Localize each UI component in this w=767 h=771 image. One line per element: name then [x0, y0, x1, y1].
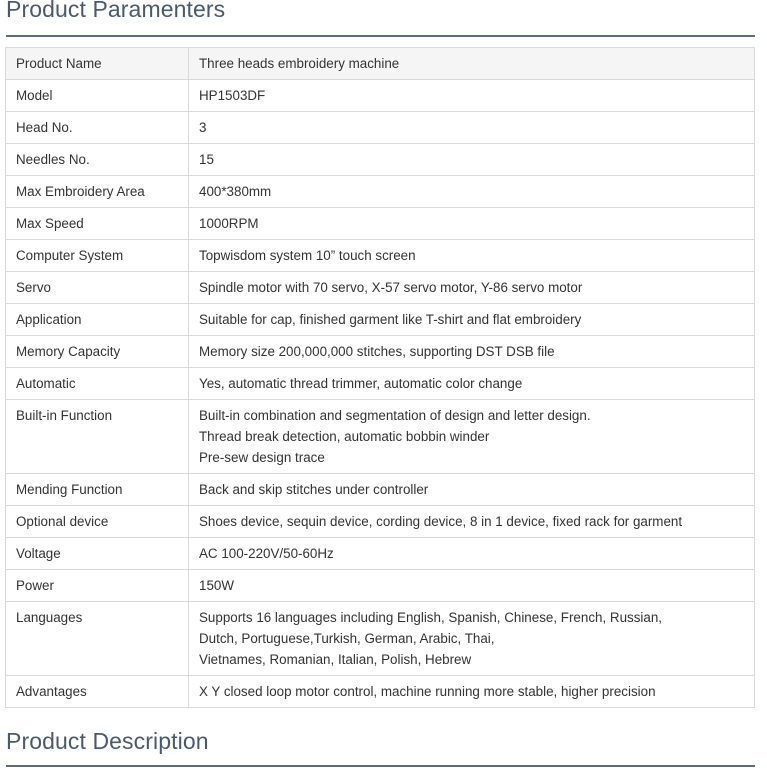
- parameter-value-line: 3: [199, 120, 207, 135]
- table-row: [6, 176, 755, 208]
- parameter-value-line: Shoes device, sequin device, cording device, 8 in 1 device, fixed rack for garment: [199, 514, 683, 529]
- parameters-table-body: [6, 48, 755, 708]
- parameter-value: [189, 80, 755, 112]
- table-row: [6, 506, 755, 538]
- parameter-value-line: AC 100-220V/50-60Hz: [199, 546, 334, 561]
- parameter-value-line: 400*380mm: [199, 184, 272, 199]
- table-row: [6, 538, 755, 570]
- table-row: [6, 80, 755, 112]
- parameter-label: Head No.: [6, 112, 189, 144]
- table-row: [6, 48, 755, 80]
- parameter-value: [189, 506, 755, 538]
- table-row: [6, 368, 755, 400]
- parameter-value: [189, 272, 755, 304]
- parameter-value: [189, 400, 755, 474]
- parameter-value-line: Topwisdom system 10” touch screen: [199, 248, 416, 263]
- table-row: [6, 336, 755, 368]
- table-row: [6, 240, 755, 272]
- parameter-value: [189, 112, 755, 144]
- parameter-label: Model: [6, 80, 189, 112]
- parameter-value-line: Thread break detection, automatic bobbin winder: [199, 429, 490, 444]
- table-row: [6, 208, 755, 240]
- table-row: [6, 272, 755, 304]
- parameter-value: [189, 240, 755, 272]
- parameter-label: Max Speed: [6, 208, 189, 240]
- parameter-value-line: Spindle motor with 70 servo, X-57 servo motor, Y-86 servo motor: [199, 280, 583, 295]
- parameter-value-line: Suitable for cap, finished garment like T-shirt and flat embroidery: [199, 312, 582, 327]
- parameter-value: [189, 304, 755, 336]
- parameter-value: [189, 176, 755, 208]
- parameter-value-line: Pre-sew design trace: [199, 450, 325, 465]
- parameter-value-line: Built-in combination and segmentation of design and letter design.: [199, 408, 591, 423]
- parameter-label: Computer System: [6, 240, 189, 272]
- parameter-label: Application: [6, 304, 189, 336]
- table-row: [6, 112, 755, 144]
- table-row: [6, 676, 755, 708]
- heading-divider: [6, 35, 755, 37]
- table-row: [6, 602, 755, 676]
- table-row: [6, 304, 755, 336]
- parameter-value: [189, 208, 755, 240]
- parameter-label: Servo: [6, 272, 189, 304]
- parameter-value-line: Yes, automatic thread trimmer, automatic color change: [199, 376, 523, 391]
- parameter-value-line: 1000RPM: [199, 216, 259, 231]
- table-row: [6, 400, 755, 474]
- product-parameters-heading: Product Paramenters: [6, 0, 226, 22]
- parameter-value-line: HP1503DF: [199, 88, 266, 103]
- parameter-value: [189, 538, 755, 570]
- parameter-label: Mending Function: [6, 474, 189, 506]
- parameter-label: Voltage: [6, 538, 189, 570]
- parameter-value-line: Three heads embroidery machine: [199, 56, 400, 71]
- parameter-value: [189, 144, 755, 176]
- parameter-value-line: Vietnames, Romanian, Italian, Polish, Hebrew: [199, 652, 472, 667]
- heading-divider: [6, 765, 755, 767]
- parameter-value-line: Memory size 200,000,000 stitches, supporting DST DSB file: [199, 344, 555, 359]
- parameter-value: [189, 368, 755, 400]
- parameter-value: [189, 676, 755, 708]
- parameter-label: Max Embroidery Area: [6, 176, 189, 208]
- parameter-label: Built-in Function: [6, 400, 189, 474]
- parameter-label: Product Name: [6, 48, 189, 80]
- parameter-value-line: Back and skip stitches under controller: [199, 482, 429, 497]
- parameter-label: Languages: [6, 602, 189, 676]
- parameter-value-line: Supports 16 languages including English, Spanish, Chinese, French, Russian,: [199, 610, 663, 625]
- parameter-value-line: 150W: [199, 578, 234, 593]
- parameter-label: Power: [6, 570, 189, 602]
- parameter-label: Memory Capacity: [6, 336, 189, 368]
- parameter-value-line: X Y closed loop motor control, machine running more stable, higher precision: [199, 684, 656, 699]
- parameter-value: [189, 48, 755, 80]
- parameter-value: [189, 570, 755, 602]
- parameter-value: [189, 336, 755, 368]
- parameter-label: Needles No.: [6, 144, 189, 176]
- parameter-value-line: 15: [199, 152, 214, 167]
- table-row: [6, 144, 755, 176]
- parameter-label: Automatic: [6, 368, 189, 400]
- table-row: [6, 474, 755, 506]
- table-row: [6, 570, 755, 602]
- product-description-heading: Product Description: [6, 728, 209, 754]
- parameter-value-line: Dutch, Portuguese,Turkish, German, Arabic, Thai,: [199, 631, 495, 646]
- product-parameters-table: [5, 47, 755, 708]
- parameter-label: Advantages: [6, 676, 189, 708]
- parameter-value: [189, 602, 755, 676]
- parameter-label: Optional device: [6, 506, 189, 538]
- parameter-value: [189, 474, 755, 506]
